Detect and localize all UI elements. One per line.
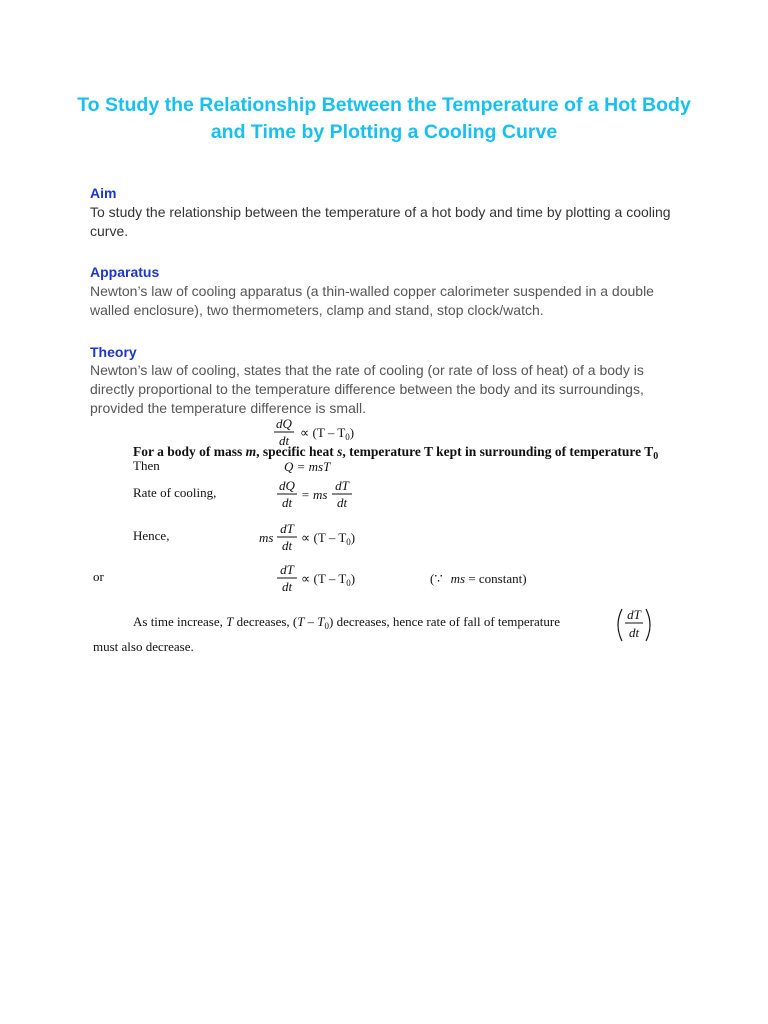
conclusion-end: must also decrease. [93, 639, 194, 654]
eq2-heat: Q = msT [284, 459, 331, 474]
eq4-denominator: dt [281, 538, 293, 553]
eq4-rhs: ∝ $(T - T_0)$ [301, 530, 356, 547]
aim-heading: Aim [90, 185, 117, 201]
equation-or [277, 562, 527, 594]
eq1-numerator: dQ [276, 416, 292, 431]
mass-definition-line: For a body of mass m, specific heat s, temperature T kept in surrounding of temperature $T_0$ [133, 444, 659, 462]
then-label: Then [133, 458, 160, 473]
eq3-numerator-2: dT [335, 478, 349, 493]
because-note: (∵ ms = constant) [430, 571, 527, 586]
eq1-rhs: ∝ $(T - T_0)$ [300, 425, 355, 442]
right-paren [646, 609, 650, 641]
conclusion-denominator: dt [628, 625, 640, 640]
apparatus-heading: Apparatus [90, 264, 160, 280]
rate-of-cooling-label: Rate of cooling, [133, 485, 217, 500]
equation-hence [259, 521, 355, 553]
eq3-numerator: dQ [279, 478, 295, 493]
left-paren [618, 609, 622, 641]
conclusion-line: As time increase, T decreases, $(T - T_0)$ decreases, hence rate of fall of temperature [133, 614, 560, 631]
conclusion-numerator: dT [627, 607, 641, 622]
or-label: or [93, 569, 104, 584]
eq5-rhs: ∝ $(T - T_0)$ [301, 571, 356, 588]
page-title: To Study the Relationship Between the Temperature of a Hot Body and Time by Plotting a Cooling Curve [77, 94, 691, 143]
equation-rate-of-cooling [277, 478, 352, 510]
eq3-denominator-2: dt [336, 495, 348, 510]
eq4-numerator: dT [280, 521, 294, 536]
hence-label: Hence, [133, 528, 170, 543]
apparatus-text: Newton’s law of cooling apparatus (a thin-walled copper calorimeter suspended in a double walled enclosure), two thermometers, clamp and stand, stop clock/watch. [90, 283, 654, 318]
equation-newton-law [274, 416, 354, 448]
eq4-ms: ms [259, 530, 274, 545]
eq3-middle: = ms [301, 487, 328, 502]
eq5-numerator: dT [280, 562, 294, 577]
conclusion-derivative [618, 607, 650, 641]
aim-text: To study the relationship between the temperature of a hot body and time by plotting a cooling curve. [90, 204, 671, 239]
theory-text: Newton’s law of cooling, states that the rate of cooling (or rate of loss of heat) of a body is directly proportional to the temperature difference between the body and its surroundings, provided the temperature difference is small. [90, 362, 644, 416]
eq5-denominator: dt [281, 579, 293, 594]
eq1-denominator: dt [278, 433, 290, 448]
eq3-denominator: dt [281, 495, 293, 510]
theory-heading: Theory [90, 344, 137, 360]
